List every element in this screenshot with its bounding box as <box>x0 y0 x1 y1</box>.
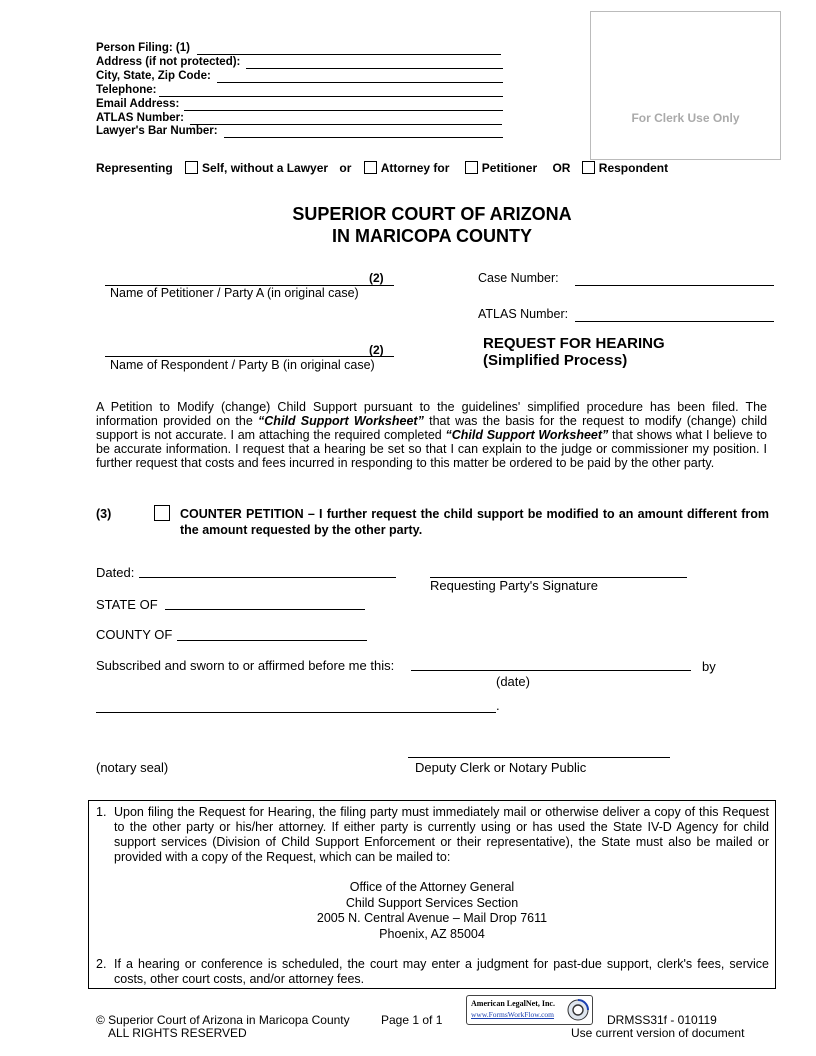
bar-number-label: Lawyer's Bar Number: <box>96 125 218 137</box>
self-label: Self, without a Lawyer <box>202 161 329 175</box>
worksheet-reference-2: “Child Support Worksheet” <box>445 428 609 442</box>
city-state-zip-label: City, State, Zip Code: <box>96 70 211 82</box>
by-period: . <box>496 698 500 713</box>
address-field[interactable] <box>246 68 503 69</box>
footer-page-number: Page 1 of 1 <box>381 1013 443 1027</box>
footer-copyright: © Superior Court of Arizona in Maricopa County <box>96 1013 350 1027</box>
by-name-field[interactable] <box>96 712 496 713</box>
petitioner-checkbox[interactable] <box>465 161 478 174</box>
address-line-3: 2005 N. Central Avenue – Mail Drop 7611 <box>316 911 548 925</box>
atlas-number-field[interactable] <box>575 321 774 322</box>
address-label: Address (if not protected): <box>96 56 241 68</box>
globe-icon <box>567 999 589 1021</box>
or-label-2: OR <box>552 161 571 175</box>
note-1-text: Upon filing the Request for Hearing, the filing party must immediately mail or otherwise deliver a copy of this Request to the other party or his/her attorney. If either party is currently using or has used the State IV-D Agency for child support services (Division of Child Support Enforcement or their representative), the State must also be mailed or provided with a copy of the Request, which can be mailed to: <box>114 805 769 864</box>
telephone-field[interactable] <box>159 96 503 97</box>
attorney-label: Attorney for <box>380 161 450 175</box>
notary-seal-label: (notary seal) <box>96 760 169 775</box>
document-title: REQUEST FOR HEARING <box>483 335 665 352</box>
representing-label: Representing <box>96 161 173 175</box>
atlas-label: ATLAS Number: <box>96 112 184 124</box>
court-title-line1: SUPERIOR COURT OF ARIZONA <box>292 204 572 224</box>
respondent-name-field[interactable] <box>105 356 394 357</box>
or-label: or <box>339 161 352 175</box>
date-label: (date) <box>496 674 530 689</box>
footer-version-note: Use current version of document <box>571 1026 745 1040</box>
footer-form-id: DRMSS31f - 010119 <box>607 1013 717 1027</box>
legalnet-logo[interactable] <box>466 995 593 1025</box>
attorney-checkbox[interactable] <box>364 161 377 174</box>
county-field[interactable] <box>177 640 367 641</box>
notary-label: Deputy Clerk or Notary Public <box>415 760 587 775</box>
request-paragraph: A Petition to Modify (change) Child Support pursuant to the guidelines' simplified procedure has been filed. The information provided on the “Child Support Worksheet” that was the basis for the request to modify (change) child support is not accurate. I am attaching the required completed “Child Support Worksheet” that shows what I believe to be accurate information. I request that a hearing be set so that I can explain to the judge or commissioner my position. I further request that costs and fees incurred in responding to this matter be ordered to be paid by the other party. <box>96 400 768 470</box>
petitioner-name-label: Name of Petitioner / Party A (in original case) <box>110 286 359 300</box>
footer-rights: ALL RIGHTS RESERVED <box>108 1026 247 1040</box>
sworn-date-field[interactable] <box>411 670 691 671</box>
telephone-label: Telephone: <box>96 84 157 96</box>
note-2-number: 2. <box>96 957 107 971</box>
counter-footnote: (3) <box>96 507 112 521</box>
counter-petition-text: COUNTER PETITION – I further request the child support be modified to an amount different from the amount requested by the other party. <box>180 507 769 537</box>
dated-field[interactable] <box>139 577 396 578</box>
sworn-label: Subscribed and sworn to or affirmed before me this: <box>96 658 395 673</box>
email-field[interactable] <box>184 110 503 111</box>
address-line-2: Child Support Services Section <box>345 896 519 910</box>
logo-url: www.FormsWorkFlow.com <box>471 1010 555 1019</box>
person-filing-label: Person Filing: (1) <box>96 42 190 54</box>
respondent-name-label: Name of Respondent / Party B (in original case) <box>110 358 375 372</box>
state-label: STATE OF <box>96 597 158 612</box>
signature-label: Requesting Party's Signature <box>430 578 598 593</box>
city-state-zip-field[interactable] <box>217 82 503 83</box>
logo-company-name: American LegalNet, Inc. <box>471 999 555 1008</box>
petitioner-footnote: (2) <box>369 271 384 285</box>
person-filing-field[interactable] <box>197 54 501 55</box>
representing-row <box>96 161 668 175</box>
dated-label: Dated: <box>96 565 135 580</box>
by-label: by <box>702 659 716 674</box>
respondent-footnote: (2) <box>369 343 384 357</box>
case-number-label: Case Number: <box>478 271 559 285</box>
document-subtitle: (Simplified Process) <box>483 352 628 369</box>
address-line-4: Phoenix, AZ 85004 <box>379 927 485 941</box>
address-line-1: Office of the Attorney General <box>349 880 515 894</box>
email-label: Email Address: <box>96 98 180 110</box>
notary-signature-line[interactable] <box>408 757 670 758</box>
instructions-box <box>88 800 776 989</box>
case-number-field[interactable] <box>575 285 774 286</box>
clerk-use-label: For Clerk Use Only <box>631 111 740 125</box>
note-2-text: If a hearing or conference is scheduled, the court may enter a judgment for past-due support, clerk's fees, service costs, other court costs, and/or attorney fees. <box>114 957 769 986</box>
atlas-field[interactable] <box>190 124 502 125</box>
note-1-number: 1. <box>96 805 107 819</box>
bar-number-field[interactable] <box>224 137 503 138</box>
respondent-checkbox[interactable] <box>582 161 595 174</box>
state-field[interactable] <box>165 609 365 610</box>
worksheet-reference: “Child Support Worksheet” <box>258 414 424 428</box>
clerk-use-box <box>590 11 781 160</box>
atlas-number-label: ATLAS Number: <box>478 307 569 321</box>
court-title-line2: IN MARICOPA COUNTY <box>332 226 532 246</box>
counter-petition-checkbox[interactable] <box>154 505 170 521</box>
petitioner-label: Petitioner <box>481 161 538 175</box>
respondent-label: Respondent <box>598 161 669 175</box>
self-checkbox[interactable] <box>185 161 198 174</box>
county-label: COUNTY OF <box>96 627 173 642</box>
